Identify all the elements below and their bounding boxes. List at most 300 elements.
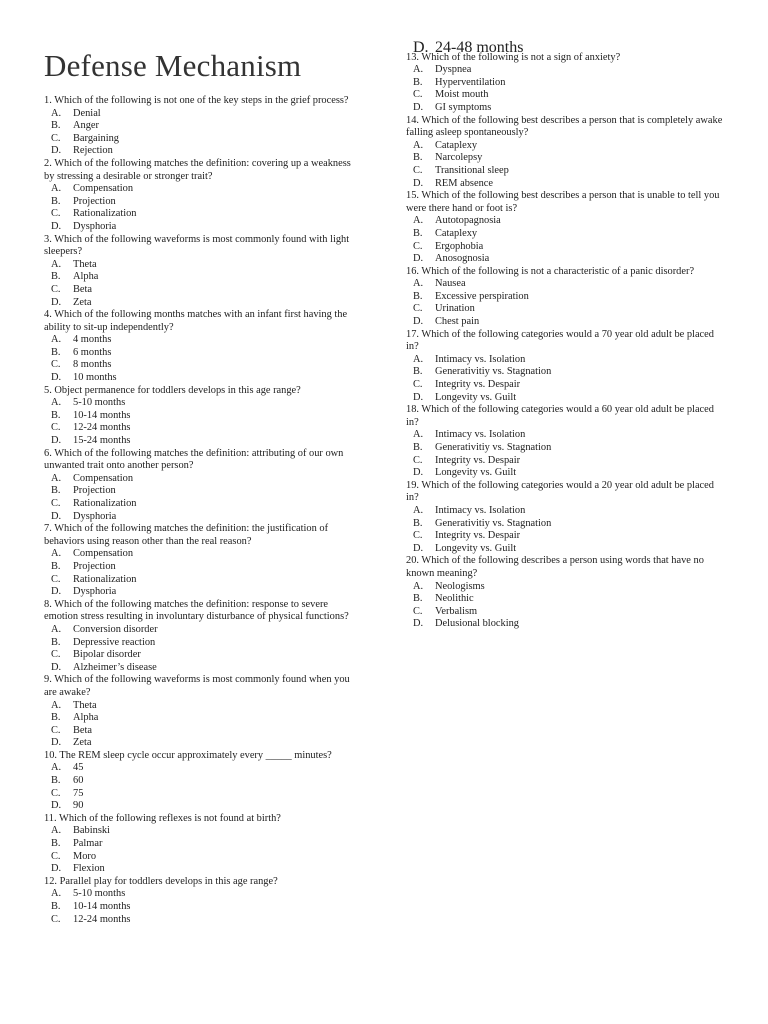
option-item xyxy=(413,593,724,606)
option-letter: A. xyxy=(413,429,424,441)
option-letter: B. xyxy=(413,152,423,164)
question-item xyxy=(406,190,724,266)
option-text: Theta xyxy=(73,699,97,711)
option-letter: D. xyxy=(51,435,62,447)
option-text: Compensation xyxy=(73,472,134,484)
question-item xyxy=(406,52,724,115)
option-letter: B. xyxy=(413,366,423,378)
option-text: Intimacy vs. Isolation xyxy=(435,353,526,365)
option-item xyxy=(51,334,362,347)
option-text: Dysphoria xyxy=(73,220,117,232)
option-text: Intimacy vs. Isolation xyxy=(435,504,526,516)
option-text: Anosognosia xyxy=(435,253,490,265)
option-letter: B. xyxy=(413,227,423,239)
option-letter: C. xyxy=(51,850,61,862)
option-letter: A. xyxy=(51,548,62,560)
option-letter: B. xyxy=(51,195,61,207)
option-text: Zeta xyxy=(73,737,92,749)
question-item xyxy=(44,158,362,234)
option-text: Rationalization xyxy=(73,498,137,509)
option-item xyxy=(51,196,362,209)
option-item xyxy=(413,354,724,367)
option-text: 6 months xyxy=(73,346,112,358)
option-letter: C. xyxy=(413,379,423,391)
option-letter: C. xyxy=(413,605,423,617)
question-item xyxy=(406,266,724,329)
option-item xyxy=(413,392,724,405)
option-text: Flexion xyxy=(73,863,105,875)
option-text: Integrity vs. Despair xyxy=(435,379,521,391)
option-item xyxy=(51,662,362,675)
option-list xyxy=(406,278,724,328)
option-item xyxy=(413,303,724,316)
option-item xyxy=(51,397,362,410)
option-item xyxy=(51,725,362,738)
option-text: Delusional blocking xyxy=(435,618,519,630)
option-text: Denial xyxy=(73,107,101,119)
option-item xyxy=(51,422,362,435)
question-text: 15. Which of the following best describes a person that is unable to tell you were there hand or foot is? xyxy=(406,190,720,214)
option-item xyxy=(51,914,362,927)
option-letter: D. xyxy=(51,145,62,157)
question-text: 16. Which of the following is not a characteristic of a panic disorder? xyxy=(406,265,695,277)
option-letter: C. xyxy=(51,498,61,509)
option-item xyxy=(413,543,724,556)
option-text: 12-24 months xyxy=(73,422,131,434)
option-item xyxy=(51,888,362,901)
option-letter: D. xyxy=(413,253,424,265)
option-item xyxy=(51,133,362,146)
option-letter: C. xyxy=(413,303,423,315)
option-item xyxy=(51,511,362,524)
question-list-left xyxy=(44,95,362,926)
option-item xyxy=(51,183,362,196)
question-text: 9. Which of the following waveforms is most commonly found when you are awake? xyxy=(44,674,350,698)
option-item xyxy=(413,530,724,543)
option-item xyxy=(413,442,724,455)
option-item xyxy=(51,775,362,788)
option-letter: A. xyxy=(413,504,424,516)
option-letter: D. xyxy=(51,737,62,749)
option-letter: A. xyxy=(413,215,424,227)
option-letter: A. xyxy=(413,64,424,76)
option-text: 4 months xyxy=(73,334,112,346)
option-item xyxy=(413,366,724,379)
option-item xyxy=(413,505,724,518)
option-item xyxy=(51,624,362,637)
option-text: 75 xyxy=(73,787,84,799)
option-item xyxy=(413,253,724,266)
question-item xyxy=(406,480,724,556)
option-text: Alzheimer’s disease xyxy=(73,661,157,673)
question-item xyxy=(44,234,362,310)
option-text: 12-24 months xyxy=(73,913,131,925)
option-text: Conversion disorder xyxy=(73,623,158,635)
option-list xyxy=(44,700,362,750)
question-text: 8. Which of the following matches the definition: response to severe emotion stress resulting in involuntary disturbance of physical functions? xyxy=(44,598,349,623)
option-letter: A. xyxy=(51,762,62,774)
question-text: 12. Parallel play for toddlers develops in this age range? xyxy=(44,875,278,887)
option-letter: D. xyxy=(413,467,424,479)
option-list xyxy=(44,108,362,158)
question-item xyxy=(44,599,362,675)
option-text: Neologisms xyxy=(435,580,485,592)
option-item xyxy=(51,120,362,133)
option-letter: A. xyxy=(51,472,62,484)
option-text: Projection xyxy=(73,560,116,572)
option-letter: C. xyxy=(51,787,61,799)
option-letter: B. xyxy=(413,76,423,88)
question-text: 20. Which of the following describes a person using words that have no known meaning? xyxy=(406,555,704,579)
option-text: Projection xyxy=(73,485,116,497)
option-text: Anger xyxy=(73,120,99,132)
option-text: Chest pain xyxy=(435,316,480,328)
question-item xyxy=(406,404,724,480)
option-text: Zeta xyxy=(73,296,92,308)
option-item xyxy=(51,649,362,662)
option-text: Longevity vs. Guilt xyxy=(435,391,517,403)
option-text: Neolithic xyxy=(435,593,474,605)
option-letter: B. xyxy=(51,560,61,572)
option-letter: C. xyxy=(51,573,61,585)
question-text: 13. Which of the following is not a sign of anxiety? xyxy=(406,51,621,63)
option-text: Ergophobia xyxy=(435,240,484,252)
question-text: 10. The REM sleep cycle occur approximately every _____ minutes? xyxy=(44,749,332,761)
option-list xyxy=(44,259,362,309)
option-item xyxy=(413,89,724,102)
option-text: Narcolepsy xyxy=(435,152,483,164)
option-letter: B. xyxy=(413,290,423,302)
question-text: 3. Which of the following waveforms is most commonly found with light sleepers? xyxy=(44,233,350,258)
option-letter: C. xyxy=(413,89,423,101)
option-text: 24-48 months xyxy=(435,39,524,56)
option-text: 5-10 months xyxy=(73,397,126,409)
option-item xyxy=(51,586,362,599)
option-letter: B. xyxy=(51,775,61,787)
option-text: Compensation xyxy=(73,548,134,560)
option-item xyxy=(51,473,362,486)
option-item xyxy=(51,485,362,498)
option-letter: C. xyxy=(51,283,61,295)
question-text: 1. Which of the following is not one of the key steps in the grief process? xyxy=(44,95,349,106)
page-title: Defense Mechanism xyxy=(44,48,302,83)
option-item xyxy=(51,221,362,234)
question-item xyxy=(44,523,362,599)
question-text: 6. Which of the following matches the definition: attributing of our own unwanted trait onto another person? xyxy=(44,447,344,472)
option-item xyxy=(413,77,724,90)
option-item xyxy=(413,140,724,153)
option-text: Bargaining xyxy=(73,132,119,144)
option-list xyxy=(406,354,724,404)
option-item xyxy=(413,429,724,442)
option-item xyxy=(51,372,362,385)
option-text: GI symptoms xyxy=(435,101,492,113)
option-list xyxy=(406,140,724,190)
option-item xyxy=(413,467,724,480)
option-text: Rationalization xyxy=(73,573,137,585)
option-item xyxy=(413,215,724,228)
option-text: Alpha xyxy=(73,271,99,283)
option-letter: A. xyxy=(413,139,424,151)
question-item xyxy=(44,750,362,813)
option-item xyxy=(51,208,362,221)
option-list xyxy=(44,624,362,674)
option-text: Autotopagnosia xyxy=(435,215,501,227)
question-item xyxy=(406,555,724,631)
option-item xyxy=(51,410,362,423)
question-item xyxy=(406,115,724,191)
option-text: Moist mouth xyxy=(435,89,489,101)
option-item xyxy=(413,379,724,392)
option-item xyxy=(51,788,362,801)
question-text: 19. Which of the following categories would a 20 year old adult be placed in? xyxy=(406,479,714,504)
option-letter: D. xyxy=(51,220,62,232)
option-letter: B. xyxy=(51,712,61,724)
option-list xyxy=(44,888,362,926)
option-text: Generativitiy vs. Stagnation xyxy=(435,366,552,378)
option-letter: A. xyxy=(51,825,62,837)
option-text: Longevity vs. Guilt xyxy=(435,467,517,479)
option-list xyxy=(44,548,362,598)
option-item xyxy=(413,39,724,56)
option-letter: C. xyxy=(51,359,61,371)
option-item xyxy=(51,359,362,372)
option-list xyxy=(44,762,362,812)
question-text: 5. Object permanence for toddlers develops in this age range? xyxy=(44,384,301,396)
option-text: Rejection xyxy=(73,145,113,157)
option-text: Alpha xyxy=(73,712,99,724)
option-letter: A. xyxy=(413,278,424,290)
option-text: Dysphoria xyxy=(73,510,117,522)
option-letter: B. xyxy=(51,636,61,648)
option-item xyxy=(413,165,724,178)
question-item xyxy=(44,813,362,876)
option-item xyxy=(413,64,724,77)
option-text: Beta xyxy=(73,724,93,736)
option-item xyxy=(413,291,724,304)
option-text: Excessive perspiration xyxy=(435,290,529,302)
option-item xyxy=(51,435,362,448)
option-text: Verbalism xyxy=(435,605,478,617)
question-item xyxy=(44,448,362,524)
option-list xyxy=(44,397,362,447)
option-list xyxy=(406,429,724,479)
option-letter: B. xyxy=(51,120,61,132)
question-item xyxy=(44,309,362,385)
option-letter: C. xyxy=(51,913,61,925)
option-item xyxy=(51,800,362,813)
option-text: Urination xyxy=(435,303,475,315)
option-letter: C. xyxy=(51,422,61,434)
option-text: Intimacy vs. Isolation xyxy=(435,429,526,441)
option-text: Longevity vs. Guilt xyxy=(435,542,517,554)
option-text: 10 months xyxy=(73,372,117,384)
option-text: 8 months xyxy=(73,359,112,371)
option-letter: A. xyxy=(51,183,62,195)
option-letter: C. xyxy=(413,164,423,176)
option-text: Generativitiy vs. Stagnation xyxy=(435,442,552,453)
option-item xyxy=(413,152,724,165)
option-letter: B. xyxy=(413,593,423,605)
option-letter: D. xyxy=(413,618,424,630)
question-text: 17. Which of the following categories would a 70 year old adult be placed in? xyxy=(406,328,714,353)
option-text: 10-14 months xyxy=(73,901,131,912)
option-text: 90 xyxy=(73,800,84,812)
option-item xyxy=(51,700,362,713)
option-text: Babinski xyxy=(73,825,110,837)
option-letter: C. xyxy=(51,208,61,220)
option-letter: D. xyxy=(51,372,62,384)
option-item xyxy=(413,102,724,115)
option-text: Hyperventilation xyxy=(435,76,506,88)
option-letter: A. xyxy=(413,580,424,592)
option-text: 45 xyxy=(73,762,84,774)
option-text: Moro xyxy=(73,850,97,862)
option-letter: D. xyxy=(51,863,62,875)
question-text: 7. Which of the following matches the definition: the justification of behaviors using reason other than the real reason? xyxy=(44,523,329,547)
option-item xyxy=(413,228,724,241)
option-item xyxy=(51,561,362,574)
option-text: 10-14 months xyxy=(73,409,131,421)
option-item xyxy=(51,825,362,838)
option-letter: D. xyxy=(413,542,424,554)
option-text: Generativitiy vs. Stagnation xyxy=(435,517,552,529)
question-text: 18. Which of the following categories would a 60 year old adult be placed in? xyxy=(406,404,714,428)
option-item xyxy=(413,455,724,468)
option-text: Nausea xyxy=(435,278,466,290)
option-item xyxy=(413,178,724,191)
question-item xyxy=(44,385,362,448)
question-item xyxy=(44,95,362,158)
option-text: REM absence xyxy=(435,177,493,189)
option-list xyxy=(44,473,362,523)
option-item xyxy=(51,498,362,511)
option-letter: A. xyxy=(51,623,62,635)
option-letter: D. xyxy=(413,316,424,328)
option-letter: B. xyxy=(413,442,423,453)
option-letter: A. xyxy=(51,888,62,900)
option-item xyxy=(51,108,362,121)
question-text: 11. Which of the following reflexes is not found at birth? xyxy=(44,812,281,824)
option-letter: D. xyxy=(413,101,424,113)
option-text: Beta xyxy=(73,283,93,295)
option-letter: A. xyxy=(51,397,62,409)
option-list xyxy=(44,334,362,384)
option-item xyxy=(51,574,362,587)
option-text: 5-10 months xyxy=(73,888,126,900)
option-letter: A. xyxy=(51,334,62,346)
option-letter: C. xyxy=(51,132,61,144)
option-letter: C. xyxy=(51,649,61,661)
option-letter: B. xyxy=(51,409,61,421)
option-text: Integrity vs. Despair xyxy=(435,530,521,542)
option-item xyxy=(51,863,362,876)
option-text: Cataplexy xyxy=(435,227,478,239)
option-list xyxy=(406,581,724,631)
option-letter: B. xyxy=(51,485,61,497)
option-item xyxy=(51,637,362,650)
option-text: 60 xyxy=(73,775,84,787)
option-letter: A. xyxy=(413,353,424,365)
option-letter: D. xyxy=(51,296,62,308)
question-text: 4. Which of the following months matches with an infant first having the ability to sit-up independently? xyxy=(44,309,348,333)
option-letter: B. xyxy=(413,517,423,529)
option-letter: D. xyxy=(413,391,424,403)
option-text: 15-24 months xyxy=(73,435,131,447)
option-letter: B. xyxy=(51,838,61,850)
option-letter: C. xyxy=(413,530,423,542)
option-letter: D. xyxy=(51,510,62,522)
option-item xyxy=(51,762,362,775)
question-list-right xyxy=(406,39,724,631)
option-item xyxy=(51,838,362,851)
option-list xyxy=(406,215,724,265)
option-item xyxy=(413,518,724,531)
option-letter: C. xyxy=(413,240,423,252)
option-item xyxy=(413,581,724,594)
option-item xyxy=(51,548,362,561)
option-letter: A. xyxy=(51,699,62,711)
option-letter: B. xyxy=(51,271,61,283)
option-item xyxy=(51,145,362,158)
option-letter: B. xyxy=(51,901,61,912)
question-item xyxy=(44,876,362,926)
option-item xyxy=(413,618,724,631)
question-text: 2. Which of the following matches the definition: covering up a weakness by stressing a desirable or stronger trait? xyxy=(44,157,351,182)
option-text: Cataplexy xyxy=(435,139,478,151)
continued-option-list xyxy=(406,39,724,56)
option-text: Rationalization xyxy=(73,208,137,220)
option-text: Bipolar disorder xyxy=(73,649,141,661)
option-text: Compensation xyxy=(73,183,134,195)
option-letter: B. xyxy=(51,346,61,358)
question-text: 14. Which of the following best describes a person that is completely awake falling asleep spontaneously? xyxy=(406,114,723,139)
option-item xyxy=(51,712,362,725)
option-letter: D. xyxy=(413,177,424,189)
option-text: Dysphoria xyxy=(73,586,117,598)
question-item xyxy=(406,329,724,405)
option-text: Transitional sleep xyxy=(435,164,509,176)
option-item xyxy=(51,901,362,914)
option-text: Depressive reaction xyxy=(73,636,156,648)
option-letter: D. xyxy=(51,661,62,673)
option-text: Projection xyxy=(73,195,116,207)
option-item xyxy=(51,737,362,750)
option-text: Palmar xyxy=(73,838,103,850)
option-item xyxy=(51,851,362,864)
option-letter: D. xyxy=(413,39,429,56)
option-list xyxy=(406,505,724,555)
option-item xyxy=(51,271,362,284)
option-item xyxy=(413,606,724,619)
option-letter: A. xyxy=(51,258,62,270)
option-item xyxy=(51,297,362,310)
option-letter: A. xyxy=(51,107,62,119)
option-list xyxy=(406,64,724,114)
option-text: Integrity vs. Despair xyxy=(435,454,521,466)
option-item xyxy=(413,241,724,254)
option-text: Theta xyxy=(73,258,97,270)
option-list xyxy=(44,183,362,233)
option-item xyxy=(413,316,724,329)
option-text: Dyspnea xyxy=(435,64,472,76)
option-item xyxy=(51,284,362,297)
option-letter: D. xyxy=(51,586,62,598)
option-letter: D. xyxy=(51,800,62,812)
option-item xyxy=(51,347,362,360)
option-letter: C. xyxy=(51,724,61,736)
option-list xyxy=(44,825,362,875)
